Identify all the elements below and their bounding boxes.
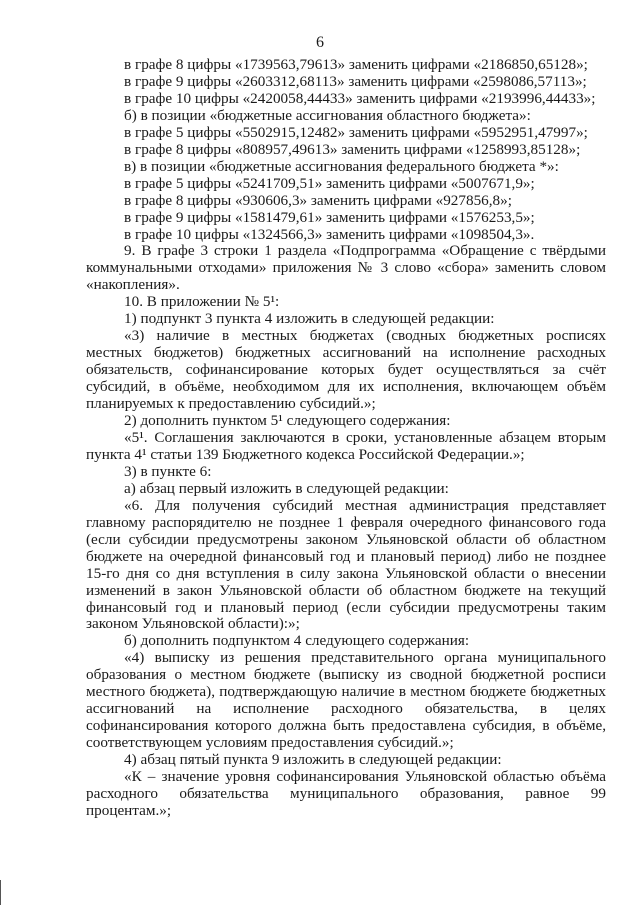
document-body <box>86 57 606 820</box>
paragraph: 9. В графе 3 строки 1 раздела «Подпрограмма «Обращение с твёрдыми коммунальными отходами» приложения № 3 слово «сбора» заменить словом «накопления». <box>86 242 606 294</box>
paragraph: 3) в пункте 6: <box>124 462 212 480</box>
paragraph: «4) выписку из решения представительного органа муниципального образования о местном бюджете (выписку из сводной бюджетной росписи местного бюджета), подтверждающую наличие в местном бюджете бюджетных ассигнований на исполнение расходного обязательства, в целях софинансирования которого должна быть предоставлена субсидия, в объёме, соответствующем условиям предоставления субсидий.»; <box>86 649 606 752</box>
paragraph: в графе 8 цифры «930606,3» заменить цифрами «927856,8»; <box>124 191 512 209</box>
paragraph: в графе 9 цифры «1581479,61» заменить цифрами «1576253,5»; <box>124 208 535 226</box>
paragraph: в графе 5 цифры «5241709,51» заменить цифрами «5007671,9»; <box>124 174 535 192</box>
paragraph: в графе 8 цифры «1739563,79613» заменить цифрами «2186850,65128»; <box>124 56 588 73</box>
paragraph: 4) абзац пятый пункта 9 изложить в следующей редакции: <box>124 751 502 769</box>
paragraph: в) в позиции «бюджетные ассигнования федерального бюджета *»: <box>124 157 559 175</box>
paragraph: «3) наличие в местных бюджетах (сводных бюджетных росписях местных бюджетов) бюджетных ассигнований на исполнение расходных обязательств, софинансирование которых будет осуществляться за счёт субсидий, в объёме, необходимом для их исполнения, включающем объём планируемых к предоставлению субсидий.»; <box>86 327 606 413</box>
paragraph: 2) дополнить пунктом 5¹ следующего содержания: <box>124 412 451 430</box>
paragraph: в графе 10 цифры «1324566,3» заменить цифрами «1098504,3». <box>124 225 535 243</box>
paragraph: «К – значение уровня софинансирования Ульяновской областью объёма расходного обязательства муниципального образования, равное 99 процентам.»; <box>86 768 606 819</box>
paragraph: б) в позиции «бюджетные ассигнования областного бюджета»: <box>124 106 531 124</box>
paragraph: «6. Для получения субсидий местная администрация представляет главному распорядителю не позднее 1 февраля очередного финансового года (если субсидии предусмотрены законом Ульяновской области об областном бюджете на очередной финансовый год и плановый период) либо не позднее 15-го дня со дня вступления в силу закона Ульяновской области о внесении изменений в закон Ульяновской области об областном бюджете на текущий финансовый год и плановый период (если субсидии предусмотрены таким законом Ульяновской области):»; <box>86 496 606 633</box>
paragraph: 10. В приложении № 5¹: <box>124 293 280 311</box>
paragraph: а) абзац первый изложить в следующей редакции: <box>124 479 449 497</box>
paragraph: в графе 10 цифры «2420058,44433» заменить цифрами «2193996,44433»; <box>124 89 596 107</box>
page-number: 6 <box>316 34 324 51</box>
scan-edge-line <box>0 880 1 905</box>
paragraph: б) дополнить подпунктом 4 следующего содержания: <box>124 632 470 650</box>
paragraph: в графе 9 цифры «2603312,68113» заменить цифрами «2598086,57113»; <box>124 72 587 90</box>
paragraph: в графе 5 цифры «5502915,12482» заменить цифрами «5952951,47997»; <box>124 123 588 141</box>
paragraph: «5¹. Соглашения заключаются в сроки, установленные абзацем вторым пункта 4¹ статьи 139 Бюджетного кодекса Российской Федерации.»; <box>86 428 606 463</box>
paragraph: 1) подпункт 3 пункта 4 изложить в следующей редакции: <box>124 310 495 328</box>
paragraph: в графе 8 цифры «808957,49613» заменить цифрами «1258993,85128»; <box>124 140 581 158</box>
